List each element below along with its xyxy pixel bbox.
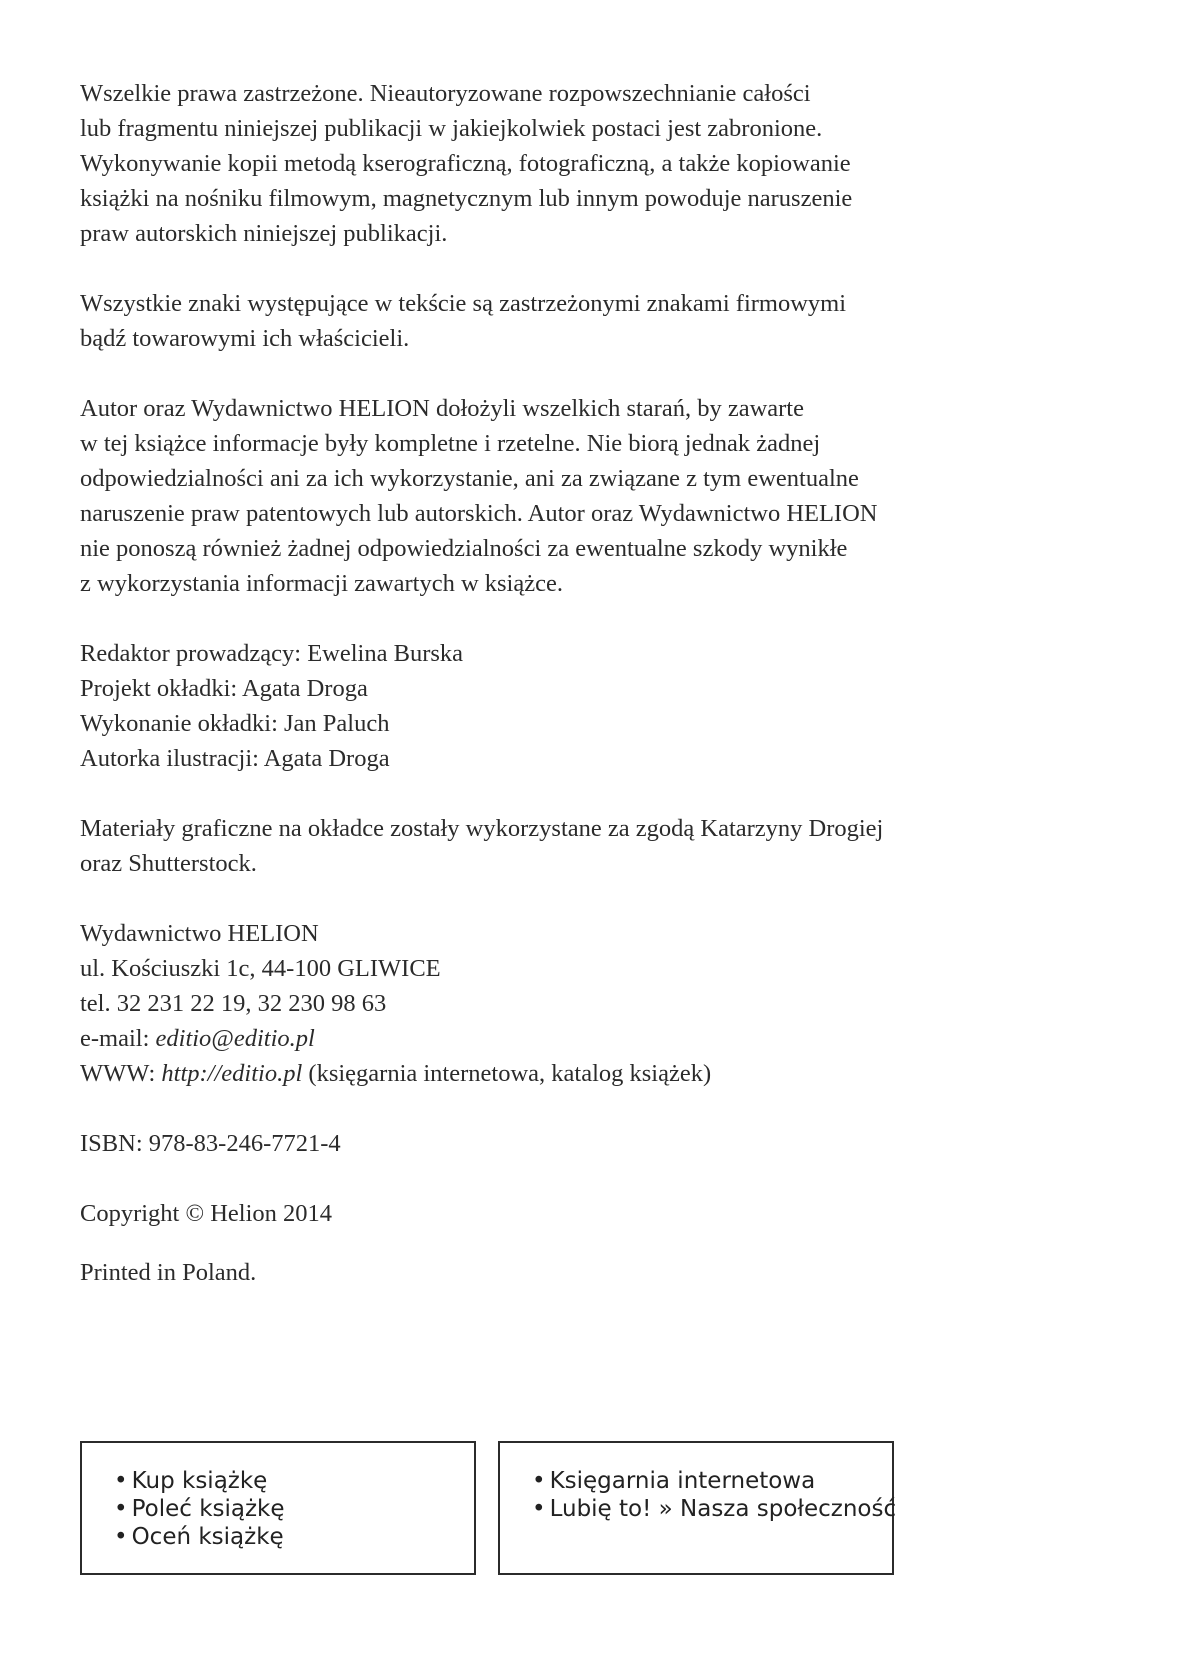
bullet-icon: • [114,1468,128,1494]
bullet-icon: • [114,1496,128,1522]
community-label: Lubię to! » Nasza społeczność [549,1496,897,1522]
copyright: Copyright © Helion 2014 [80,1200,333,1227]
book-actions-box [80,1441,476,1575]
community-list [532,1467,897,1523]
rights-paragraph [80,76,1080,251]
bullet-icon: • [114,1524,128,1550]
publisher-www-row [80,1056,1080,1091]
www-link[interactable]: http://editio.pl [161,1060,303,1087]
credit-illustrations: Autorka ilustracji: Agata Droga [80,745,390,772]
bullet-icon: • [532,1496,546,1522]
trademarks-paragraph [80,286,1080,356]
trademarks-line: Wszystkie znaki występujące w tekście są zastrzeżonymi znakami firmowymi [80,290,847,317]
buy-book-link[interactable] [114,1467,474,1495]
community-link[interactable] [532,1495,897,1523]
graphics-line: oraz Shutterstock. [80,850,257,877]
disclaimer-line: w tej książce informacje były kompletne i rzetelne. Nie biorą jednak żadnej [80,430,821,457]
disclaimer-line: z wykorzystania informacji zawartych w książce. [80,570,563,597]
buy-book-label: Kup książkę [131,1468,268,1494]
publisher-block [80,916,1080,1091]
graphics-paragraph [80,811,1080,881]
community-box [498,1441,897,1575]
imprint-page [80,76,1080,1290]
rate-book-link[interactable] [114,1523,474,1551]
publisher-address: ul. Kościuszki 1c, 44-100 GLIWICE [80,955,441,982]
recommend-book-link[interactable] [114,1495,474,1523]
isbn: ISBN: 978-83-246-7721-4 [80,1130,341,1157]
credit-cover-design: Projekt okładki: Agata Droga [80,675,368,702]
disclaimer-line: odpowiedzialności ani za ich wykorzystanie, ani za związane z tym ewentualne [80,465,859,492]
bookstore-label: Księgarnia internetowa [549,1468,816,1494]
publisher-email-row [80,1021,1080,1056]
links-boxes [80,1441,900,1579]
publisher-name: Wydawnictwo HELION [80,920,319,947]
graphics-line: Materiały graficzne na okładce zostały wykorzystane za zgodą Katarzyny Drogiej [80,815,884,842]
trademarks-line: bądź towarowymi ich właścicieli. [80,325,410,352]
recommend-book-label: Poleć książkę [131,1496,285,1522]
www-note: (księgarnia internetowa, katalog książek) [302,1060,712,1087]
rights-line: książki na nośniku filmowym, magnetycznym lub innym powoduje naruszenie [80,185,853,212]
publisher-phone: tel. 32 231 22 19, 32 230 98 63 [80,990,387,1017]
email-label: e-mail: [80,1025,156,1052]
disclaimer-line: naruszenie praw patentowych lub autorskich. Autor oraz Wydawnictwo HELION [80,500,878,527]
email-link[interactable]: editio@editio.pl [155,1025,315,1052]
disclaimer-paragraph [80,391,1080,601]
rights-line: praw autorskich niniejszej publikacji. [80,220,448,247]
rate-book-label: Oceń książkę [131,1524,284,1550]
bullet-icon: • [532,1468,546,1494]
book-actions-list [114,1467,474,1551]
www-label: WWW: [80,1060,162,1087]
bookstore-link[interactable] [532,1467,892,1495]
printed-in: Printed in Poland. [80,1259,257,1286]
rights-line: Wszelkie prawa zastrzeżone. Nieautoryzowane rozpowszechnianie całości [80,80,811,107]
rights-line: lub fragmentu niniejszej publikacji w jakiejkolwiek postaci jest zabronione. [80,115,823,142]
credit-cover-execution: Wykonanie okładki: Jan Paluch [80,710,390,737]
credits-block [80,636,1080,776]
disclaimer-line: nie ponoszą również żadnej odpowiedzialności za ewentualne szkody wynikłe [80,535,848,562]
credit-editor: Redaktor prowadzący: Ewelina Burska [80,640,464,667]
rights-line: Wykonywanie kopii metodą kserograficzną, fotograficzną, a także kopiowanie [80,150,851,177]
disclaimer-line: Autor oraz Wydawnictwo HELION dołożyli wszelkich starań, by zawarte [80,395,804,422]
